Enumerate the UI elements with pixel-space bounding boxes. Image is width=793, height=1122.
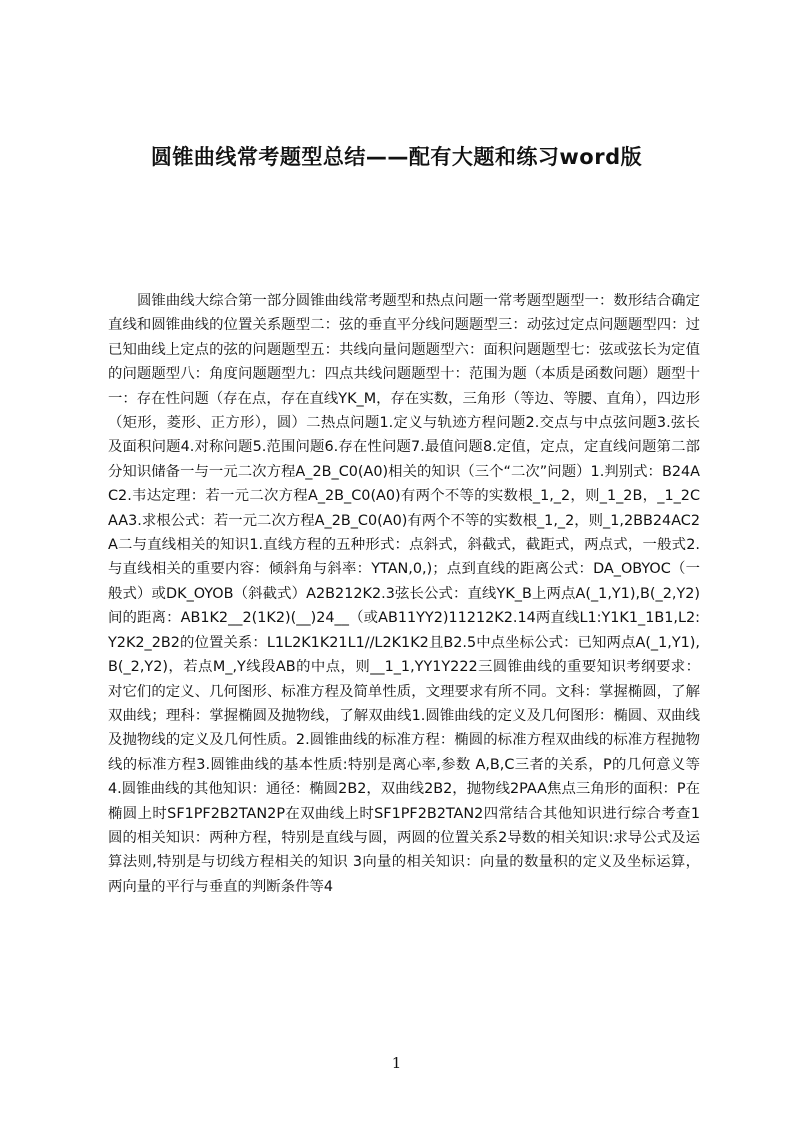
document-title: 圆锥曲线常考题型总结——配有大题和练习word版 [150,145,643,169]
document-body-paragraph: 圆锥曲线大综合第一部分圆锥曲线常考题型和热点问题一常考题型题型一：数形结合确定直线和圆锥曲线的位置关系题型二：弦的垂直平分线问题题型三：动弦过定点问题题型四：过已知曲线上定点的弦的问题题型五：共线向量问题题型六：面积问题题型七：弦或弦长为定值的问题题型八：角度问题题型九：四点共线问题题型十：范围为题（本质是函数问题）题型十一：存在性问题（存在点，存在直线YK_M，存在实数，三角形（等边、等腰、直角），四边形（矩形，菱形、正方形），圆）二热点问题1.定义与轨迹方程问题2.交点与中点弦问题3.弦长及面积问题4.对称问题5.范围问题6.存在性问题7.最值问题8.定值，定点，定直线问题第二部分知识储备一与一元二次方程A_2B_C0(A0)相关的知识（三个“二次”问题）1.判别式：B24AC2.韦达定理：若一元二次方程A_2B_C0(A0)有两个不等的实数根_1,_2，则_1_2B，_1_2CAA3.求根公式：若一元二次方程A_2B_C0(A0)有两个不等的实数根_1,_2，则_1,2BB24AC2A二与直线相关的知识1.直线方程的五种形式：点斜式，斜截式，截距式，两点式，一般式2.与直线相关的重要内容：倾斜角与斜率：YTAN,0,)；点到直线的距离公式：DA_OBYOC（一般式）或DK_OYOB（斜截式）A2B212K2.3弦长公式：直线YK_B上两点A(_1,Y1),B(_2,Y2)间的距离：AB1K2__2(1K2)(__)24__（或AB11YY2)11212K2.14两直线L1:Y1K1_1B1,L2:Y2K2_2B2的位置关系：L1L2K1K21L1//L2K1K2且B2.5中点坐标公式：已知两点A(_1,Y1),B(_2,Y2)，若点M_,Y线段AB的中点，则__1_1,YY1Y222三圆锥曲线的重要知识考纲要求：对它们的定义、几何图形、标准方程及简单性质，文理要求有所不同。文科：掌握椭圆，了解双曲线；理科：掌握椭圆及抛物线，了解双曲线1.圆锥曲线的定义及几何图形：椭圆、双曲线及抛物线的定义及几何性质。2.圆锥曲线的标准方程：椭圆的标准方程双曲线的标准方程抛物线的标准方程3.圆锥曲线的基本性质:特别是离心率,参数 A,B,C三者的关系，P的几何意义等4.圆锥曲线的其他知识：通径：椭圆2B2，双曲线2B2，抛物线2PAA焦点三角形的面积：P在椭圆上时SF1PF2B2TAN2P在双曲线上时SF1PF2B2TAN2四常结合其他知识进行综合考查1圆的相关知识：两种方程，特别是直线与圆，两圆的位置关系2导数的相关知识:求导公式及运算法则,特别是与切线方程相关的知识 3向量的相关知识：向量的数量积的定义及坐标运算，两向量的平行与垂直的判断条件等4 [108,293,700,895]
page-number: 1 [391,1054,402,1072]
